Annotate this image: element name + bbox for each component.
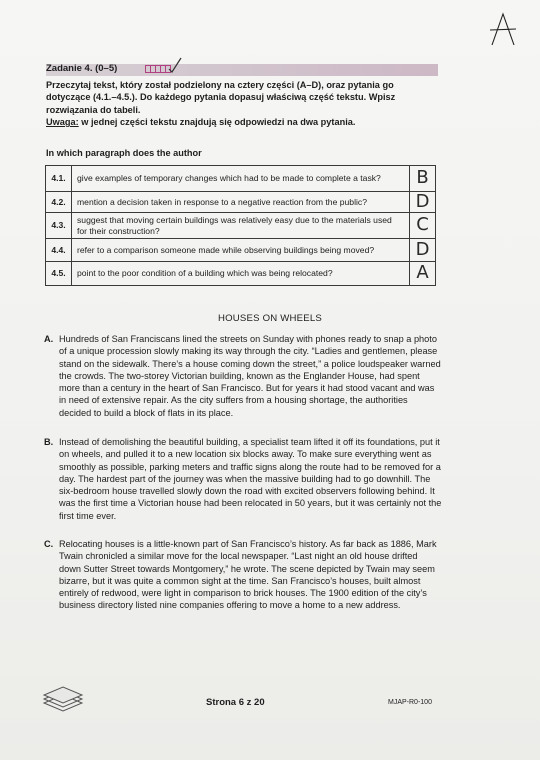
- handwritten-version-letter: [488, 12, 518, 46]
- question-number: 4.1.: [46, 166, 72, 192]
- answer-table: [45, 165, 436, 286]
- question-text: suggest that moving certain buildings was relatively easy due to the materials used for their construction?: [72, 213, 410, 239]
- question-number: 4.5.: [46, 262, 72, 286]
- table-row: [46, 166, 436, 192]
- paragraph-label: A.: [44, 334, 54, 344]
- question-number: 4.3.: [46, 213, 72, 239]
- table-row: [46, 213, 436, 239]
- paragraph-label: B.: [44, 437, 54, 447]
- answer-cell[interactable]: D: [410, 239, 436, 262]
- paragraph-text: Relocating houses is a little-known part of San Francisco’s history. As far back as 1886, Mark Twain chronicled a similar move for the local newspaper. “Last night an old house drifted down Sutter Street towards Montgomery,” he wrote. The scene depicted by Twain may seem bizarre, but it was quite a common sight at the time. San Francisco’s houses, built almost entirely of redwood, were light in comparison to brick houses. The 1900 edition of the city’s business directory listed nine companies offering to move a home to a new address.: [59, 539, 437, 611]
- answer-cell[interactable]: A: [410, 262, 436, 286]
- task-note: [46, 116, 438, 128]
- article-paragraph-a: [44, 333, 442, 419]
- page-number: Strona 6 z 20: [206, 697, 265, 708]
- table-row: [46, 239, 436, 262]
- checkmark-icon: [168, 57, 182, 73]
- task-instructions: Przeczytaj tekst, który został podzielony na cztery części (A–D), oraz pytania go dotyczące (4.1.–4.5.). Do każdego pytania dopasuj właściwą część tekstu. Wpisz rozwiązania do tabeli.: [46, 80, 396, 115]
- answer-cell[interactable]: B: [410, 166, 436, 192]
- answer-cell[interactable]: C: [410, 213, 436, 239]
- question-number: 4.4.: [46, 239, 72, 262]
- note-text: w jednej części tekstu znajdują się odpowiedzi na dwa pytania.: [78, 117, 356, 127]
- question-text: mention a decision taken in response to a negative reaction from the public?: [72, 192, 410, 213]
- question-number: 4.2.: [46, 192, 72, 213]
- question-text: point to the poor condition of a building which was being relocated?: [72, 262, 410, 286]
- cke-logo-icon: [42, 683, 84, 713]
- paragraph-label: C.: [44, 539, 54, 549]
- task-title: Zadanie 4. (0–5): [46, 63, 118, 74]
- paragraph-text: Instead of demolishing the beautiful building, a specialist team lifted it off its foundations, put it on wheels, and pulled it to a new location six blocks away. To make sure everything went as smoothly as possible, parking meters and traffic signs along the route had to be removed for a day. The hardest part of the journey was when the massive building had to go downhill. The six-bedroom house travelled slowly down the road with excited observers following behind. It was the first time a Victorian house had been relocated in 50 years, but it was certainly not the first time ever.: [59, 437, 442, 521]
- table-row: [46, 262, 436, 286]
- question-heading: In which paragraph does the author: [46, 148, 202, 158]
- table-row: [46, 192, 436, 213]
- article-title: HOUSES ON WHEELS: [218, 313, 322, 324]
- question-text: refer to a comparison someone made while observing buildings being moved?: [72, 239, 410, 262]
- paragraph-text: Hundreds of San Franciscans lined the streets on Sunday with phones ready to snap a photo of a unique procession slowly making its way through the city. “Ladies and gentlemen, please stand on the sidewalk. There’s a house coming down the street,” a police loudspeaker warned the crowds. The two-storey Victorian building, known as the Englander House, had spent more than a century in the heart of San Francisco. But for years it had stood vacant and was in need of extensive repair. As the city suffers from a housing shortage, the authorities decided to build a block of flats in its place.: [59, 334, 441, 418]
- article-paragraph-c: [44, 538, 442, 612]
- article-paragraph-b: [44, 436, 442, 522]
- note-label: Uwaga:: [46, 117, 79, 127]
- document-code: MJAP-R0-100: [388, 699, 432, 706]
- answer-cell[interactable]: D: [410, 192, 436, 213]
- question-text: give examples of temporary changes which had to be made to complete a task?: [72, 166, 410, 192]
